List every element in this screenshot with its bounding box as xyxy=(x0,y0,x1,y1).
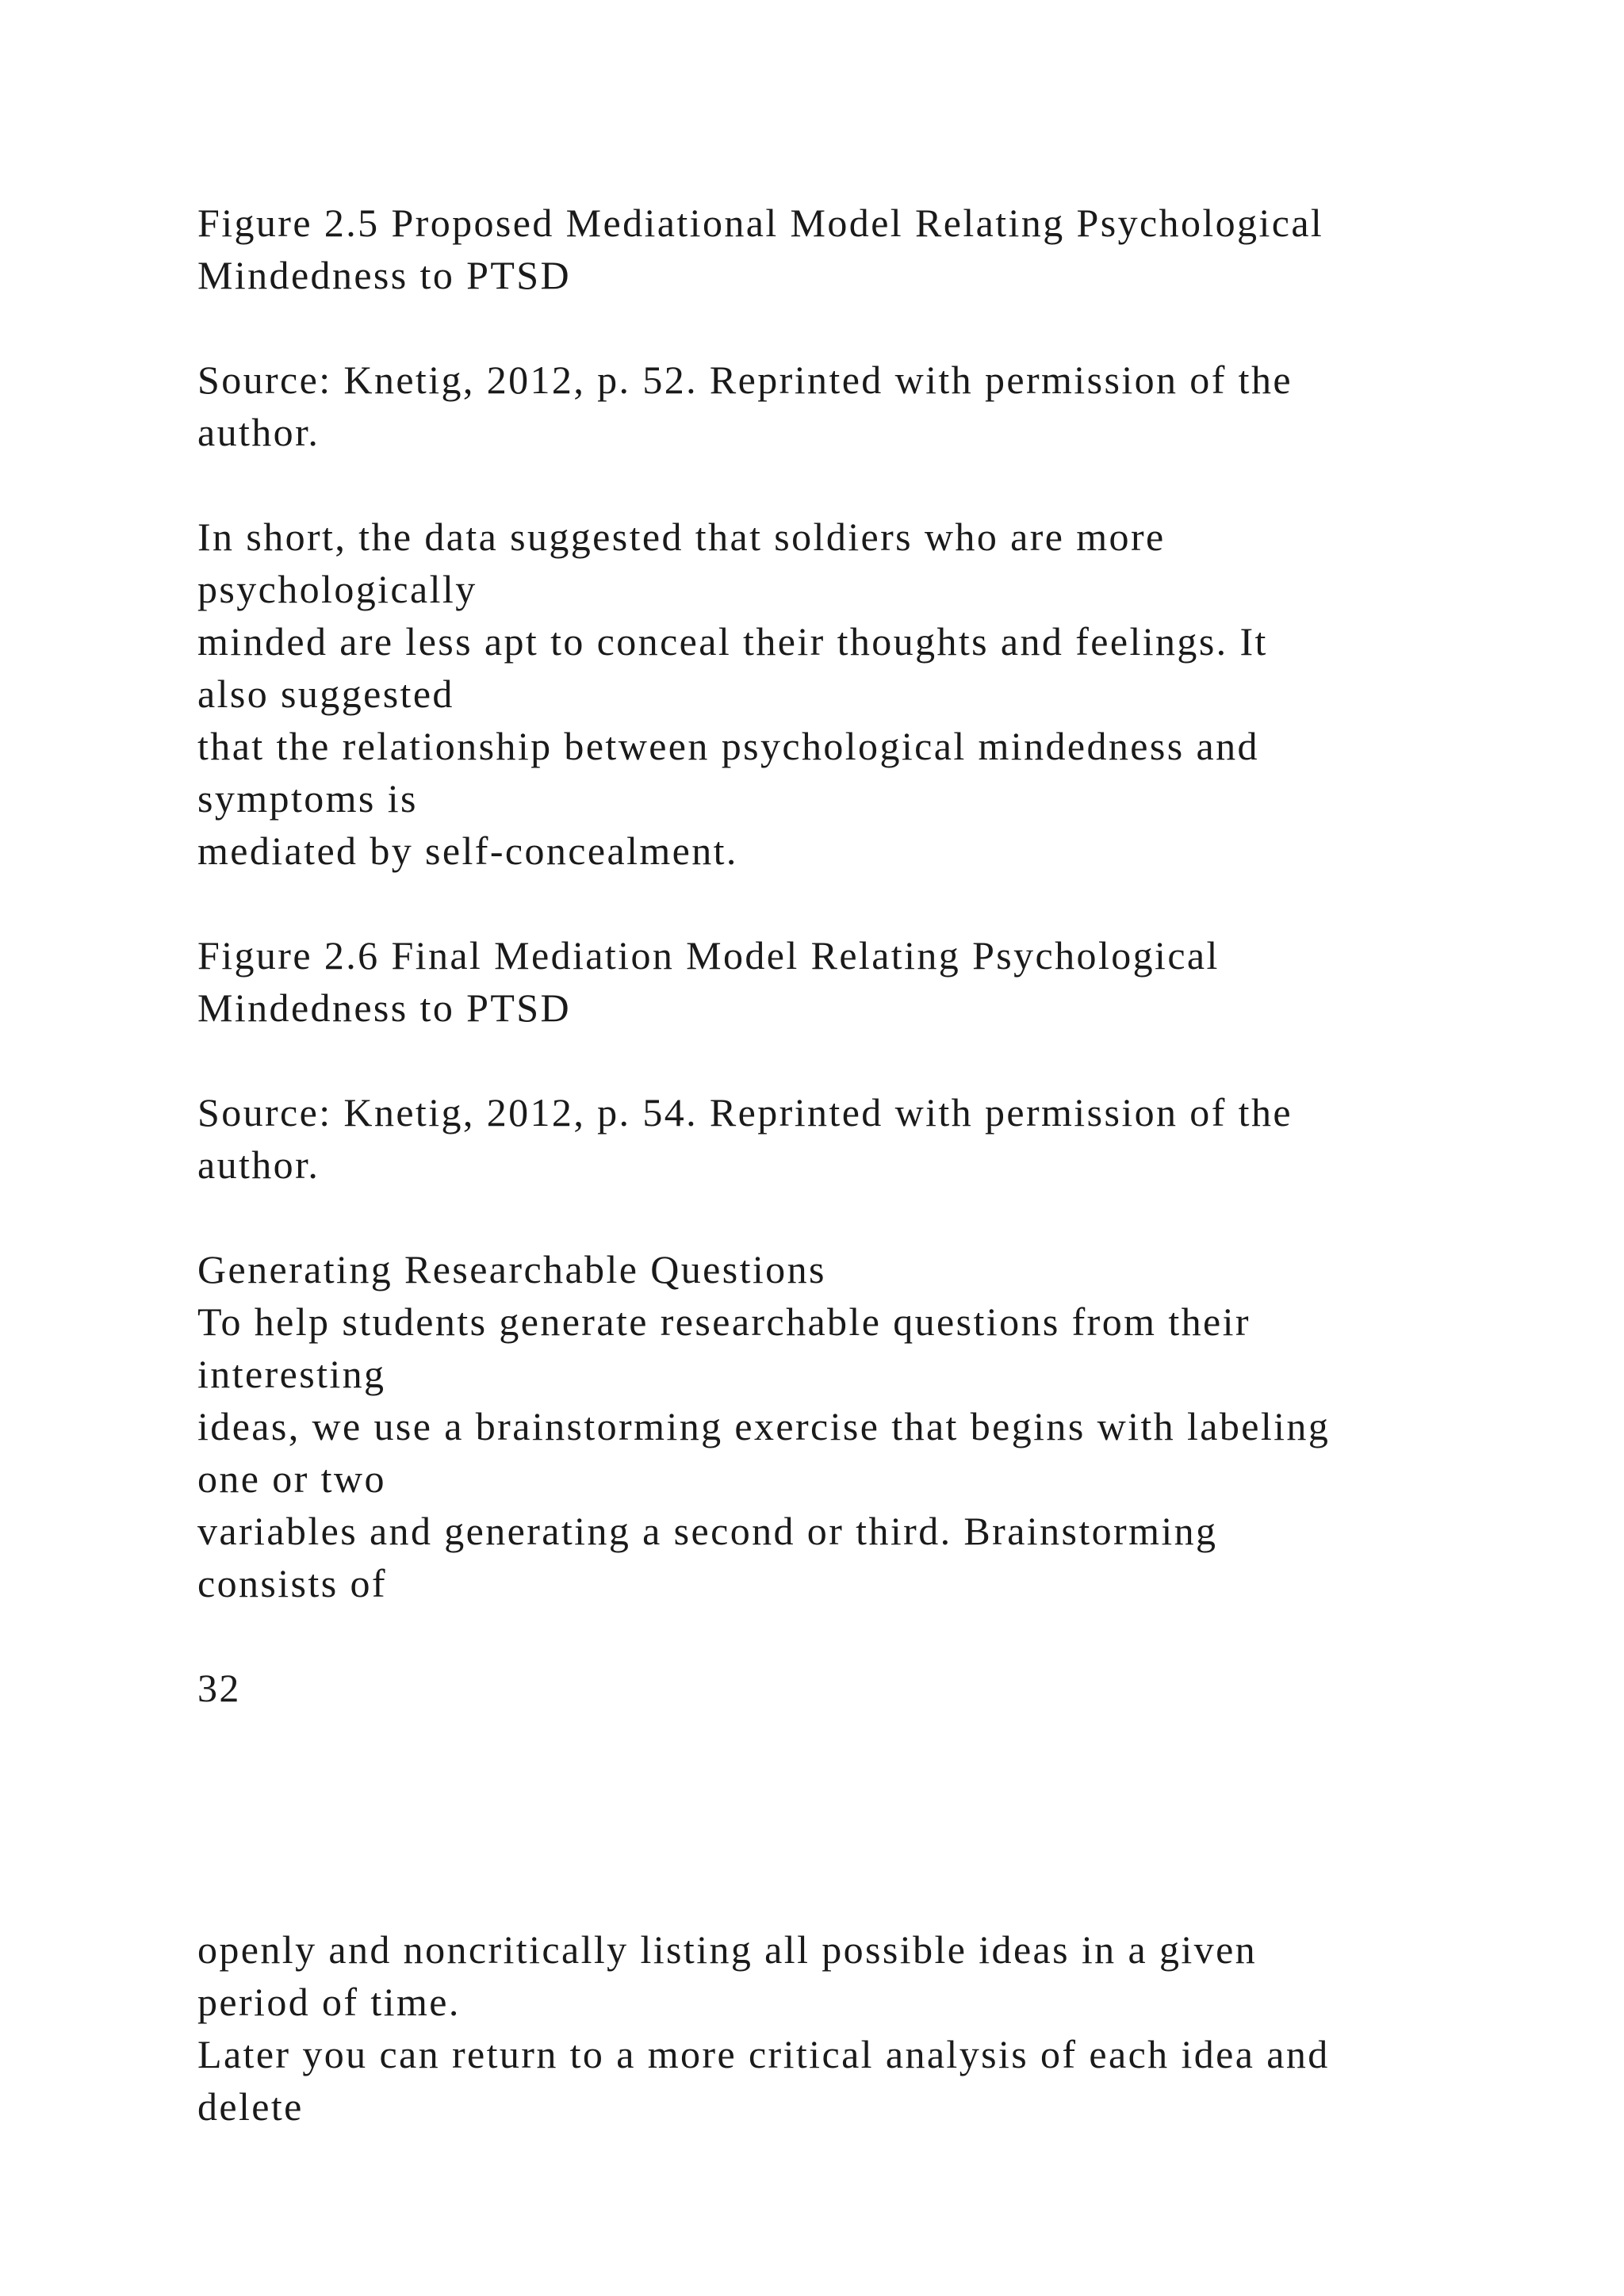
text-line: In short, the data suggested that soldiers who are more xyxy=(197,515,1166,559)
text-line: author. xyxy=(197,410,320,454)
text-line: consists of xyxy=(197,1561,387,1605)
text-line: minded are less apt to conceal their thoughts and feelings. It xyxy=(197,619,1268,664)
text-line: Source: Knetig, 2012, p. 52. Reprinted with permission of the xyxy=(197,358,1293,402)
text-line: Mindedness to PTSD xyxy=(197,253,572,297)
paragraph-gap xyxy=(197,458,1498,511)
text-line: psychologically xyxy=(197,567,477,611)
text-line: ideas, we use a brainstorming exercise that begins with labeling xyxy=(197,1404,1331,1448)
figure-source xyxy=(197,1086,1498,1191)
text-line: openly and noncritically listing all possible ideas in a given xyxy=(197,1927,1258,1972)
body-paragraph xyxy=(197,511,1498,877)
figure-caption xyxy=(197,197,1498,301)
text-line: period of time. xyxy=(197,1980,461,2024)
paragraph-gap xyxy=(197,1609,1498,1662)
text-line: symptoms is xyxy=(197,776,418,821)
text-line: To help students generate researchable questions from their xyxy=(197,1299,1251,1344)
paragraph-gap xyxy=(197,877,1498,929)
text-line: also suggested xyxy=(197,672,454,716)
section-heading: Generating Researchable Questions xyxy=(197,1247,826,1292)
text-line: interesting xyxy=(197,1352,386,1396)
text-line: author. xyxy=(197,1142,320,1187)
page-break-gap xyxy=(197,1714,1498,1923)
page-number: 32 xyxy=(197,1666,241,1710)
text-line: one or two xyxy=(197,1456,386,1501)
text-line: Figure 2.6 Final Mediation Model Relating Psychological xyxy=(197,933,1220,978)
paragraph-gap xyxy=(197,1191,1498,1243)
text-line: variables and generating a second or third. Brainstorming xyxy=(197,1509,1218,1553)
section xyxy=(197,1243,1498,1609)
paragraph-gap xyxy=(197,1034,1498,1086)
body-paragraph xyxy=(197,1923,1498,2133)
paragraph-gap xyxy=(197,301,1498,354)
text-line: that the relationship between psychological mindedness and xyxy=(197,724,1259,768)
text-line: mediated by self-concealment. xyxy=(197,828,738,873)
text-line: delete xyxy=(197,2084,304,2129)
text-line: Figure 2.5 Proposed Mediational Model Relating Psychological xyxy=(197,201,1324,245)
figure-caption xyxy=(197,929,1498,1034)
text-line: Mindedness to PTSD xyxy=(197,985,572,1030)
text-line: Later you can return to a more critical analysis of each idea and xyxy=(197,2032,1330,2076)
figure-source xyxy=(197,354,1498,458)
text-line: Source: Knetig, 2012, p. 54. Reprinted with permission of the xyxy=(197,1090,1293,1135)
text-column xyxy=(197,197,1498,2133)
